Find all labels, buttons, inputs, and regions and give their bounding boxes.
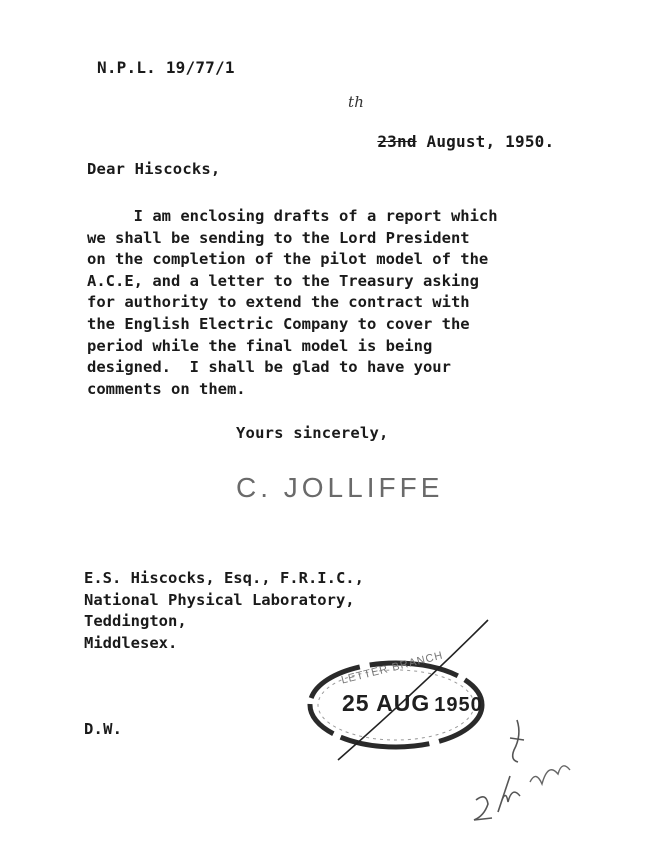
stamp-day-month: 25 AUG — [342, 690, 431, 716]
letter-date — [338, 93, 555, 189]
signature-stamp: C. JOLLIFFE — [236, 472, 444, 503]
body-line: we shall be sending to the Lord President — [87, 228, 470, 247]
closing: Yours sincerely, — [236, 424, 389, 442]
address-line: Middlesex. — [84, 633, 178, 652]
date-handwritten-correction: th — [348, 93, 365, 111]
body-line: I am enclosing drafts of a report which — [87, 207, 498, 225]
body-line: A.C.E, and a letter to the Treasury asking — [87, 271, 479, 290]
date-month-year: August, 1950. — [416, 132, 555, 151]
body-line: period while the final model is being — [87, 336, 433, 355]
letter-body — [87, 206, 597, 400]
stamp-label: LETTER BRANCH — [340, 649, 445, 687]
body-line: on the completion of the pilot model of the — [87, 250, 489, 269]
body-line: for authority to extend the contract with — [87, 293, 470, 312]
handwritten-annotation-icon — [462, 700, 582, 840]
typist-initials: D.W. — [84, 720, 123, 738]
address-line: E.S. Hiscocks, Esq., F.R.I.C., — [84, 569, 364, 587]
body-line: the English Electric Company to cover the — [87, 314, 470, 333]
address-line: Teddington, — [84, 612, 187, 630]
salutation: Dear Hiscocks, — [87, 160, 221, 178]
date-struck-day: 23nd — [377, 132, 417, 151]
stamp-year: 1950 — [434, 694, 483, 716]
reference-number: N.P.L. 19/77/1 — [97, 58, 235, 77]
address-line: National Physical Laboratory, — [84, 590, 355, 609]
body-line: designed. I shall be glad to have your — [87, 358, 451, 377]
body-line: comments on them. — [87, 379, 246, 398]
